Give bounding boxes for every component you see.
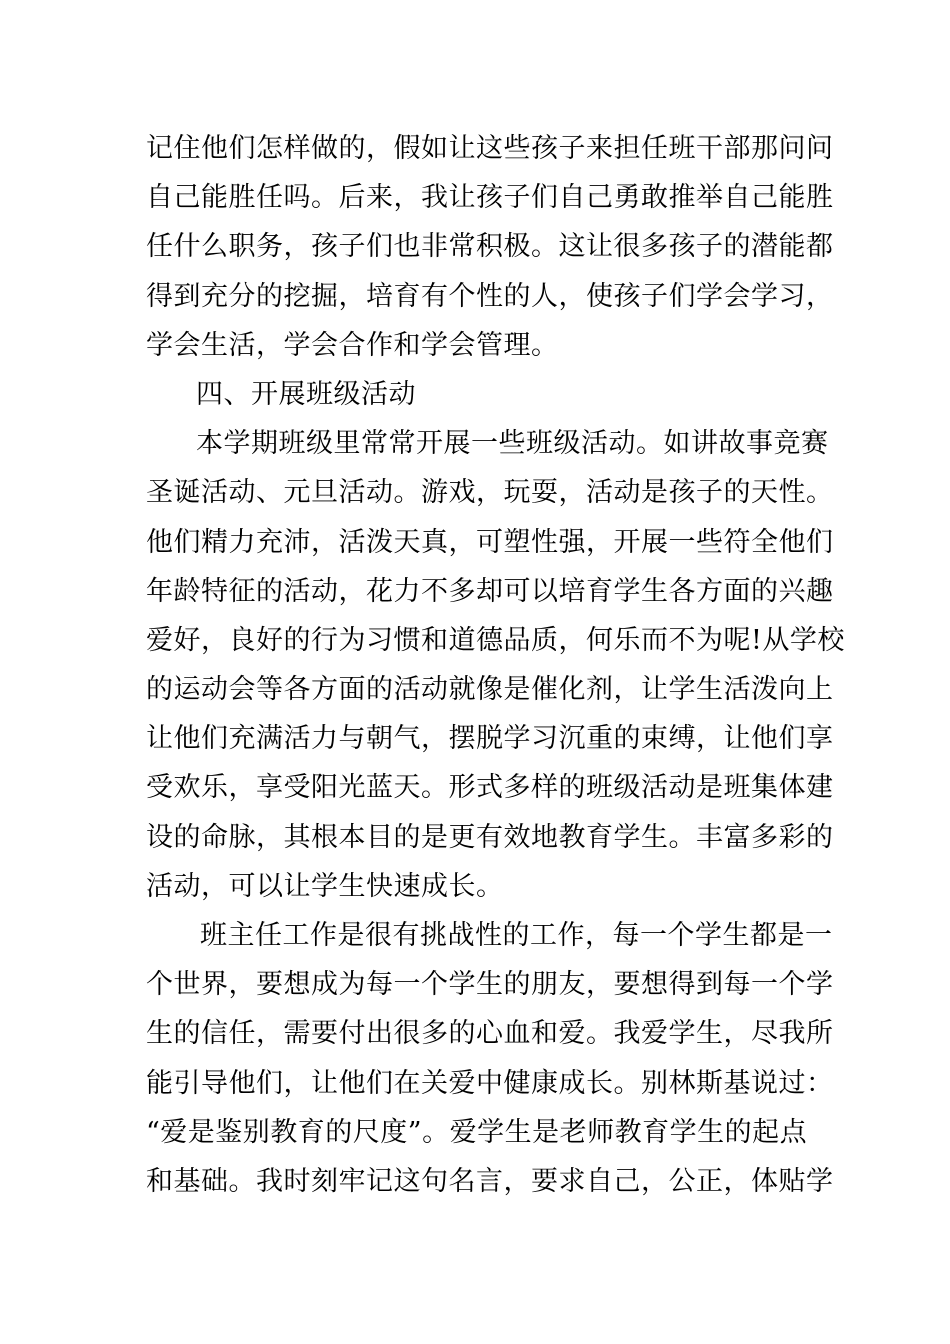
text-line: 得到充分的挖掘，培育有个性的人，使孩子们学会学习， xyxy=(146,280,834,312)
text-line: 的运动会等各方面的活动就像是催化剂，让学生活泼向上 xyxy=(146,674,834,706)
text-line: 爱好，良好的行为习惯和道德品质，何乐而不为呢!从学校 xyxy=(146,624,845,656)
text-line: 班主任工作是很有挑战性的工作，每一个学生都是一 xyxy=(200,920,833,951)
text-line: “爱是鉴别教育的尺度”。爱学生是老师教育学生的起点 xyxy=(146,1116,808,1148)
text-line: 自己能胜任吗。后来，我让孩子们自己勇敢推举自己能胜 xyxy=(146,182,834,214)
text-line: 活动，可以让学生快速成长。 xyxy=(146,870,504,902)
text-line: 他们精力充沛，活泼天真，可塑性强，开展一些符全他们 xyxy=(146,526,834,558)
text-line: 受欢乐，享受阳光蓝天。形式多样的班级活动是班集体建 xyxy=(146,772,834,804)
text-line: 本学期班级里常常开展一些班级活动。如讲故事竞赛 xyxy=(196,428,829,460)
text-line: 年龄特征的活动，花力不多却可以培育学生各方面的兴趣 xyxy=(146,575,834,607)
section-heading: 四、开展班级活动 xyxy=(196,378,416,410)
text-line: 学会生活，学会合作和学会管理。 xyxy=(146,329,559,361)
text-line: 生的信任，需要付出很多的心血和爱。我爱学生，尽我所 xyxy=(146,1018,834,1050)
text-line: 让他们充满活力与朝气，摆脱学习沉重的束缚，让他们享 xyxy=(146,723,834,755)
text-line: 任什么职务，孩子们也非常积极。这让很多孩子的潜能都 xyxy=(146,231,834,263)
text-line: 个世界，要想成为每一个学生的朋友，要想得到每一个学 xyxy=(146,969,834,1001)
text-line: 设的命脉，其根本目的是更有效地教育学生。丰富多彩的 xyxy=(146,821,834,853)
text-line: 圣诞活动、元旦活动。游戏，玩耍，活动是孩子的天性。 xyxy=(146,477,834,509)
text-line: 和基础。我时刻牢记这句名言，要求自己，公正，体贴学 xyxy=(146,1165,834,1197)
text-line: 能引导他们，让他们在关爱中健康成长。别林斯基说过： xyxy=(146,1067,834,1099)
text-line: 记住他们怎样做的，假如让这些孩子来担任班干部那问问 xyxy=(146,133,834,164)
body-text xyxy=(146,124,845,1206)
